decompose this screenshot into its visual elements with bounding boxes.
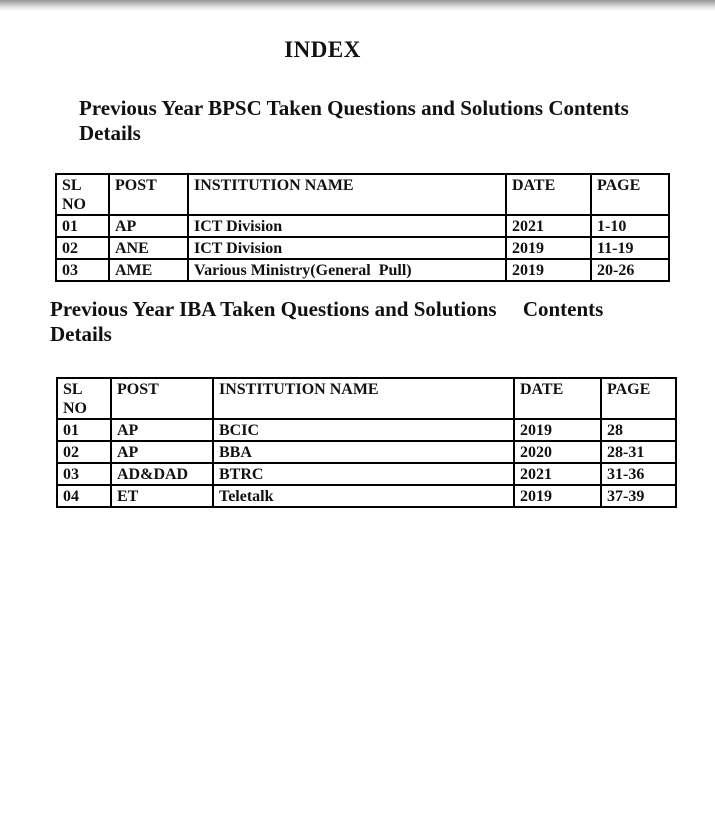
- iba-heading-line-2: Details: [50, 322, 112, 346]
- column-header-institution-name: INSTITUTION NAME: [213, 378, 514, 419]
- cell-institution-name: ICT Division: [188, 215, 506, 237]
- column-header-post: POST: [111, 378, 213, 419]
- iba-heading-line-1: Previous Year IBA Taken Questions and Solutions Contents: [50, 297, 604, 321]
- cell-post: AP: [109, 215, 188, 237]
- table-row: [57, 441, 676, 463]
- iba-section-heading: [50, 297, 603, 347]
- bpsc-section-heading: [79, 96, 629, 146]
- column-header-sl-no: SL NO: [57, 378, 111, 419]
- cell-post: ANE: [109, 237, 188, 259]
- cell-post: AD&DAD: [111, 463, 213, 485]
- bpsc-heading-line-2: Details: [79, 121, 141, 145]
- table-row: [57, 463, 676, 485]
- cell-institution-name: Various Ministry(General Pull): [188, 259, 506, 281]
- cell-date: 2019: [506, 237, 591, 259]
- cell-post: ET: [111, 485, 213, 507]
- cell-date: 2021: [506, 215, 591, 237]
- table-row: [57, 419, 676, 441]
- cell-institution-name: Teletalk: [213, 485, 514, 507]
- table-row: [56, 259, 669, 281]
- table-row: [56, 215, 669, 237]
- cell-post: AP: [111, 441, 213, 463]
- cell-page: 37-39: [601, 485, 676, 507]
- cell-date: 2019: [514, 485, 601, 507]
- cell-institution-name: BBA: [213, 441, 514, 463]
- cell-date: 2020: [514, 441, 601, 463]
- cell-sl-no: 01: [57, 419, 111, 441]
- cell-page: 28: [601, 419, 676, 441]
- column-header-institution-name: INSTITUTION NAME: [188, 174, 506, 215]
- cell-page: 11-19: [591, 237, 669, 259]
- document-title: INDEX: [284, 37, 361, 62]
- bpsc-table-header-row: [56, 174, 669, 215]
- page-top-shadow: [0, 0, 715, 11]
- column-header-date: DATE: [506, 174, 591, 215]
- cell-sl-no: 03: [56, 259, 109, 281]
- bpsc-heading-line-1: Previous Year BPSC Taken Questions and Solutions Contents: [79, 96, 629, 120]
- cell-date: 2019: [514, 419, 601, 441]
- cell-sl-no: 01: [56, 215, 109, 237]
- iba-table-header-row: [57, 378, 676, 419]
- column-header-sl-no: SL NO: [56, 174, 109, 215]
- cell-sl-no: 04: [57, 485, 111, 507]
- cell-institution-name: BTRC: [213, 463, 514, 485]
- cell-post: AME: [109, 259, 188, 281]
- iba-contents-table: [56, 377, 677, 508]
- bpsc-contents-table: [55, 173, 670, 282]
- cell-date: 2019: [506, 259, 591, 281]
- column-header-page: PAGE: [591, 174, 669, 215]
- cell-institution-name: BCIC: [213, 419, 514, 441]
- cell-sl-no: 03: [57, 463, 111, 485]
- cell-page: 28-31: [601, 441, 676, 463]
- column-header-page: PAGE: [601, 378, 676, 419]
- cell-page: 31-36: [601, 463, 676, 485]
- column-header-date: DATE: [514, 378, 601, 419]
- cell-page: 20-26: [591, 259, 669, 281]
- table-row: [57, 485, 676, 507]
- cell-institution-name: ICT Division: [188, 237, 506, 259]
- column-header-post: POST: [109, 174, 188, 215]
- table-row: [56, 237, 669, 259]
- cell-post: AP: [111, 419, 213, 441]
- cell-sl-no: 02: [57, 441, 111, 463]
- cell-date: 2021: [514, 463, 601, 485]
- cell-sl-no: 02: [56, 237, 109, 259]
- cell-page: 1-10: [591, 215, 669, 237]
